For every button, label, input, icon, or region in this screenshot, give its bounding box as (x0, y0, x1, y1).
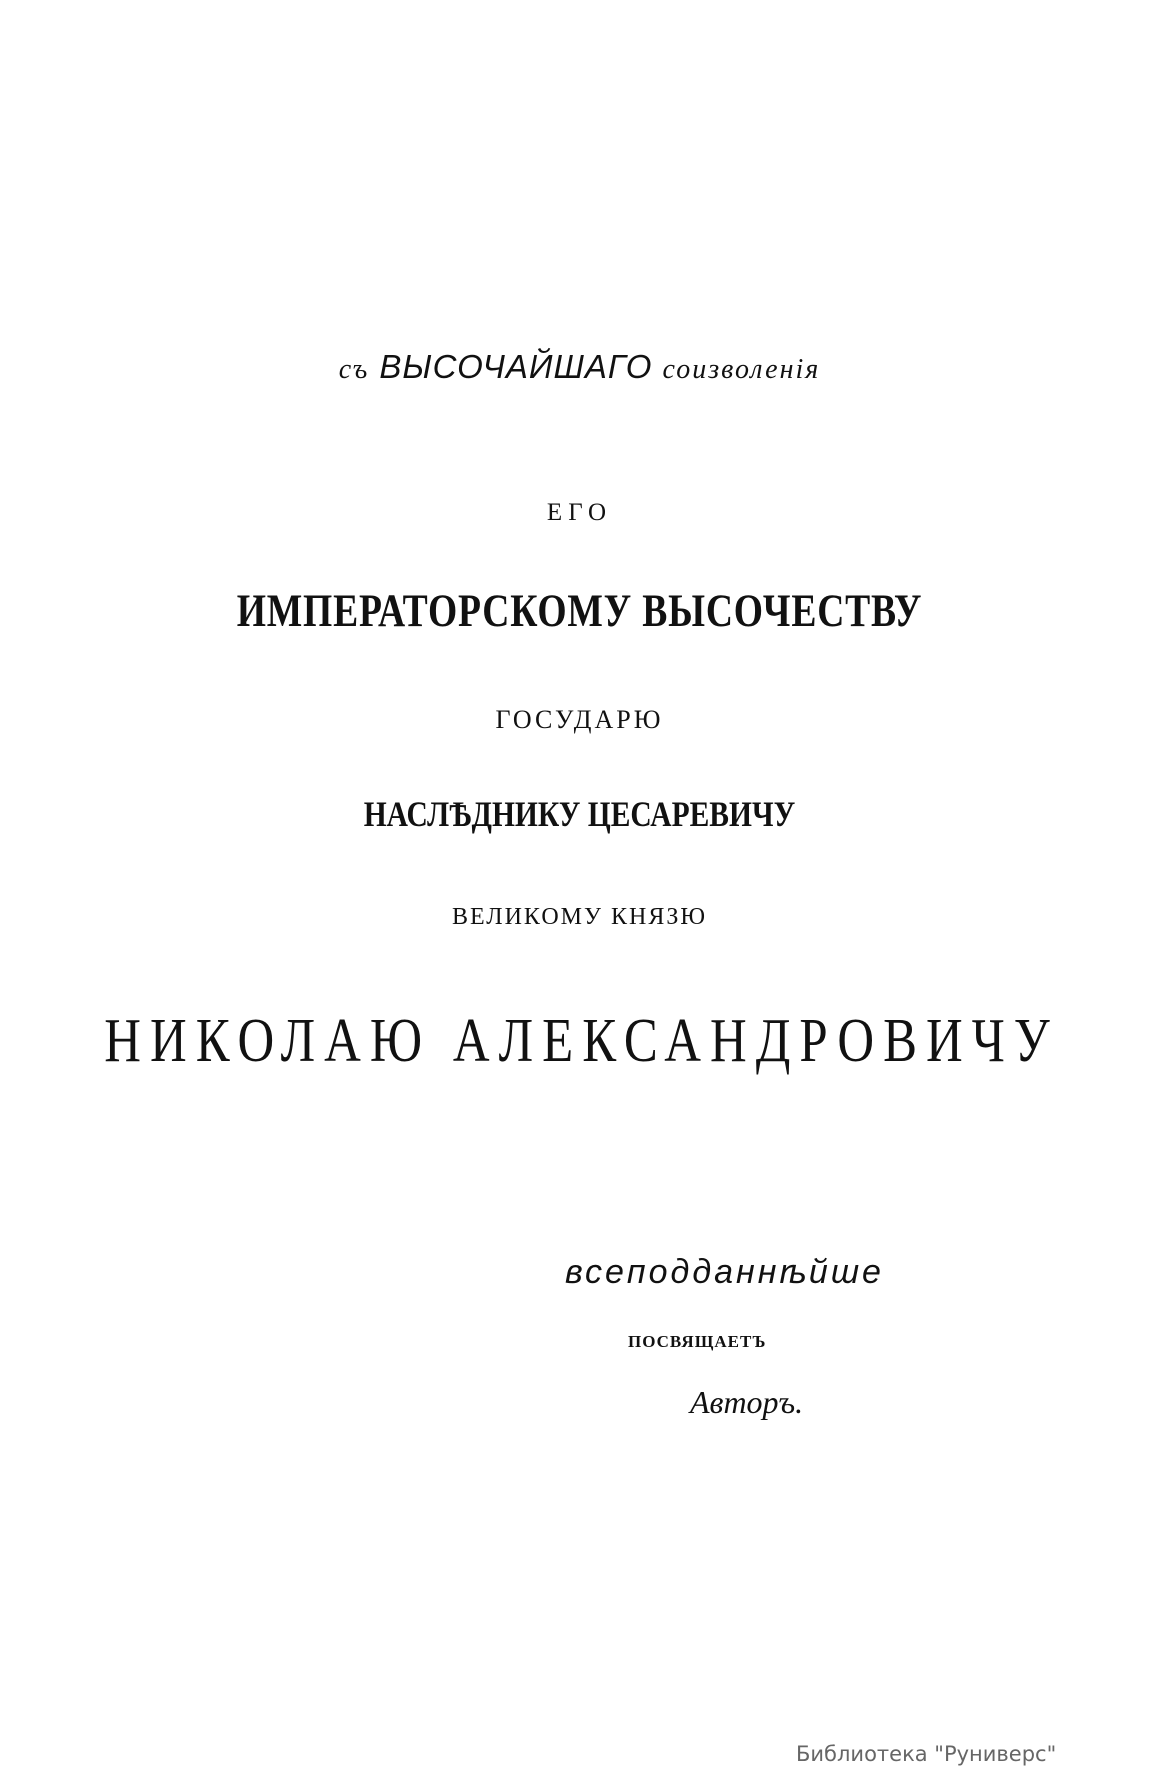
grand-duke-line: ВЕЛИКОМУ КНЯЗЮ (451, 904, 708, 930)
author-signature: Авторъ. (690, 1384, 804, 1420)
imperial-highness-line: ИМПЕРАТОРСКОМУ ВЫСОЧЕСТВУ (236, 585, 923, 637)
heir-line: НАСЛѢДНИКУ ЦЕСАРЕВИЧУ (363, 794, 796, 834)
permission-line (0, 350, 1159, 384)
permission-prefix: съ (338, 354, 370, 385)
devotedly-line: всеподданнѣйше (565, 1253, 884, 1291)
name-line: НИКОЛАЮ АЛЕКСАНДРОВИЧУ (104, 1007, 1059, 1075)
permission-emphasis: ВЫСОЧАЙШАГО (379, 348, 653, 385)
dedicates-line: ПОСВЯЩАЕТЪ (628, 1332, 767, 1351)
sovereign-line: ГОСУДАРЮ (495, 705, 664, 734)
permission-suffix: соизволенія (662, 354, 821, 385)
library-watermark: Библиотека "Руниверс" (796, 1742, 1057, 1766)
ego-line: ЕГО (546, 499, 613, 526)
